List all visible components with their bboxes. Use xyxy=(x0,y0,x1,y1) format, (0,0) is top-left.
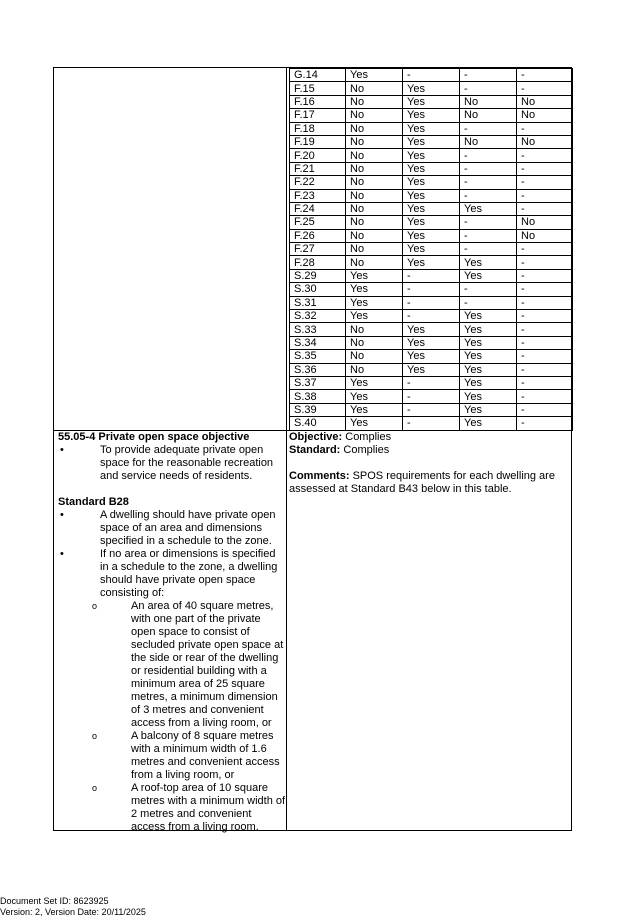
matrix-row xyxy=(290,135,573,148)
compliance-cell: Yes xyxy=(460,269,517,282)
compliance-cell: Yes xyxy=(346,69,403,82)
compliance-cell: Yes xyxy=(403,216,460,229)
matrix-row xyxy=(290,176,573,189)
standard-value: Complies xyxy=(340,444,390,456)
matrix-row xyxy=(290,323,573,336)
dwelling-id-cell: F.26 xyxy=(290,229,346,242)
compliance-cell: Yes xyxy=(460,323,517,336)
sub-bullet-1-text: An area of 40 square metres, with one part of the private open space to consist of secluded private open space at the side or rear of the dwelling or residential building with a minimum area of 25 square metres, a minimum dimension of 3 metres and convenient access from a living room, or xyxy=(131,600,284,729)
standard-bullet-2-text: If no area or dimensions is specified in a schedule to the zone, a dwelling should have private open space consisting of: xyxy=(100,548,278,599)
compliance-cell: - xyxy=(403,376,460,389)
compliance-cell: Yes xyxy=(403,162,460,175)
compliance-cell: Yes xyxy=(403,256,460,269)
compliance-cell: - xyxy=(460,216,517,229)
dwelling-id-cell: F.20 xyxy=(290,149,346,162)
compliance-cell: - xyxy=(403,269,460,282)
matrix-row xyxy=(290,256,573,269)
dwelling-id-cell: S.40 xyxy=(290,417,346,430)
dwelling-id-cell: S.35 xyxy=(290,350,346,363)
compliance-cell: - xyxy=(460,149,517,162)
compliance-cell: Yes xyxy=(346,283,403,296)
objective-value: Complies xyxy=(342,431,392,443)
compliance-cell: No xyxy=(517,229,573,242)
compliance-cell: Yes xyxy=(403,176,460,189)
compliance-cell: Yes xyxy=(403,243,460,256)
objective-bullet-text: To provide adequate private open space for the reasonable recreation and service needs of residents. xyxy=(100,444,274,482)
document-set-id: Document Set ID: 8623925 xyxy=(0,896,109,906)
dwelling-id-cell: F.17 xyxy=(290,109,346,122)
matrix-row xyxy=(290,269,573,282)
compliance-cell: - xyxy=(517,243,573,256)
matrix-body xyxy=(290,69,573,431)
compliance-cell: - xyxy=(517,417,573,430)
matrix-row xyxy=(290,69,573,82)
compliance-cell: - xyxy=(517,350,573,363)
compliance-cell: No xyxy=(346,82,403,95)
dwelling-id-cell: S.29 xyxy=(290,269,346,282)
circle-bullet-icon: o xyxy=(92,783,98,793)
dwelling-id-cell: F.25 xyxy=(290,216,346,229)
column-divider xyxy=(286,67,287,831)
dwelling-id-cell: F.27 xyxy=(290,243,346,256)
compliance-cell: No xyxy=(346,323,403,336)
compliance-cell: Yes xyxy=(346,390,403,403)
matrix-row xyxy=(290,149,573,162)
dwelling-id-cell: S.32 xyxy=(290,310,346,323)
matrix-row xyxy=(290,243,573,256)
compliance-cell: Yes xyxy=(403,109,460,122)
compliance-cell: No xyxy=(346,149,403,162)
compliance-cell: - xyxy=(460,176,517,189)
dwelling-id-cell: F.18 xyxy=(290,122,346,135)
compliance-cell: - xyxy=(403,390,460,403)
compliance-cell: - xyxy=(403,283,460,296)
compliance-cell: Yes xyxy=(460,390,517,403)
compliance-cell: No xyxy=(460,95,517,108)
compliance-cell: Yes xyxy=(403,189,460,202)
sub-bullet-3-text: A roof-top area of 10 square metres with a minimum width of 2 metres and convenient access from a living room. xyxy=(131,782,286,833)
dwelling-id-cell: S.39 xyxy=(290,403,346,416)
compliance-cell: Yes xyxy=(346,417,403,430)
compliance-cell: Yes xyxy=(403,350,460,363)
compliance-cell: Yes xyxy=(403,122,460,135)
compliance-cell: - xyxy=(403,417,460,430)
sub-bullet-1 xyxy=(58,600,286,730)
comments-value: SPOS requirements for each dwelling are assessed at Standard B43 below in this table. xyxy=(289,470,555,495)
dwelling-id-cell: F.22 xyxy=(290,176,346,189)
sub-bullet-2-text: A balcony of 8 square metres with a minimum width of 1.6 metres and convenient access from a living room, or xyxy=(131,730,280,781)
compliance-cell: Yes xyxy=(403,135,460,148)
compliance-cell: No xyxy=(346,216,403,229)
compliance-cell: - xyxy=(517,363,573,376)
matrix-row xyxy=(290,229,573,242)
compliance-cell: - xyxy=(517,256,573,269)
matrix-row xyxy=(290,95,573,108)
comments-label: Comments: xyxy=(289,470,350,482)
dwelling-compliance-matrix xyxy=(289,68,573,431)
matrix-row xyxy=(290,310,573,323)
compliance-cell: - xyxy=(517,162,573,175)
compliance-cell: - xyxy=(517,390,573,403)
circle-bullet-icon: o xyxy=(92,601,98,611)
compliance-cell: - xyxy=(403,69,460,82)
bullet-icon: • xyxy=(60,509,64,521)
compliance-cell: - xyxy=(517,269,573,282)
compliance-cell: No xyxy=(346,336,403,349)
compliance-cell: - xyxy=(517,323,573,336)
compliance-cell: - xyxy=(517,336,573,349)
compliance-cell: No xyxy=(460,135,517,148)
compliance-cell: No xyxy=(517,216,573,229)
compliance-cell: No xyxy=(346,256,403,269)
compliance-cell: No xyxy=(346,176,403,189)
matrix-row xyxy=(290,376,573,389)
dwelling-id-cell: F.28 xyxy=(290,256,346,269)
compliance-cell: Yes xyxy=(403,82,460,95)
compliance-cell: - xyxy=(460,283,517,296)
document-footer xyxy=(0,896,146,918)
dwelling-id-cell: F.24 xyxy=(290,202,346,215)
compliance-cell: No xyxy=(346,189,403,202)
dwelling-id-cell: S.33 xyxy=(290,323,346,336)
dwelling-id-cell: S.36 xyxy=(290,363,346,376)
compliance-cell: Yes xyxy=(403,229,460,242)
compliance-cell: Yes xyxy=(460,363,517,376)
compliance-cell: Yes xyxy=(403,149,460,162)
compliance-cell: - xyxy=(460,229,517,242)
compliance-cell: - xyxy=(517,283,573,296)
dwelling-id-cell: S.38 xyxy=(290,390,346,403)
standard-bullet-1 xyxy=(58,509,286,548)
compliance-cell: No xyxy=(346,109,403,122)
objective-label: Objective: xyxy=(289,431,343,443)
matrix-row xyxy=(290,109,573,122)
compliance-cell: - xyxy=(517,202,573,215)
matrix-row xyxy=(290,350,573,363)
compliance-cell: Yes xyxy=(460,376,517,389)
compliance-cell: - xyxy=(517,296,573,309)
compliance-cell: Yes xyxy=(460,202,517,215)
compliance-cell: - xyxy=(517,149,573,162)
matrix-row xyxy=(290,283,573,296)
compliance-cell: No xyxy=(346,135,403,148)
compliance-cell: - xyxy=(403,310,460,323)
compliance-cell: No xyxy=(517,135,573,148)
compliance-cell: No xyxy=(460,109,517,122)
matrix-row xyxy=(290,363,573,376)
compliance-cell: No xyxy=(517,109,573,122)
compliance-cell: - xyxy=(460,82,517,95)
compliance-cell: - xyxy=(460,243,517,256)
dwelling-id-cell: S.30 xyxy=(290,283,346,296)
compliance-cell: - xyxy=(403,403,460,416)
compliance-cell: No xyxy=(346,229,403,242)
dwelling-id-cell: F.21 xyxy=(290,162,346,175)
compliance-cell: Yes xyxy=(460,310,517,323)
compliance-cell: - xyxy=(460,189,517,202)
compliance-cell: Yes xyxy=(346,376,403,389)
compliance-cell: No xyxy=(346,95,403,108)
standard-label: Standard: xyxy=(289,444,341,456)
compliance-cell: No xyxy=(346,363,403,376)
compliance-cell: Yes xyxy=(346,403,403,416)
matrix-row xyxy=(290,189,573,202)
dwelling-id-cell: F.16 xyxy=(290,95,346,108)
sub-bullet-2 xyxy=(58,730,286,782)
compliance-cell: - xyxy=(460,162,517,175)
matrix-row xyxy=(290,82,573,95)
dwelling-id-cell: F.19 xyxy=(290,135,346,148)
matrix-row xyxy=(290,417,573,430)
version-line: Version: 2, Version Date: 20/11/2025 xyxy=(0,907,146,917)
sub-bullet-3 xyxy=(58,782,286,834)
compliance-cell: - xyxy=(460,296,517,309)
dwelling-id-cell: S.37 xyxy=(290,376,346,389)
compliance-cell: - xyxy=(517,310,573,323)
compliance-cell: Yes xyxy=(460,417,517,430)
compliance-cell: - xyxy=(517,176,573,189)
dwelling-id-cell: F.15 xyxy=(290,82,346,95)
dwelling-id-cell: S.34 xyxy=(290,336,346,349)
compliance-cell: - xyxy=(517,376,573,389)
compliance-cell: - xyxy=(517,122,573,135)
matrix-row xyxy=(290,202,573,215)
assessment-response xyxy=(289,431,569,496)
standard-line xyxy=(289,444,569,457)
compliance-cell: Yes xyxy=(403,202,460,215)
standard-description xyxy=(58,431,286,834)
dwelling-id-cell: S.31 xyxy=(290,296,346,309)
compliance-cell: Yes xyxy=(403,95,460,108)
compliance-cell: No xyxy=(346,350,403,363)
matrix-row xyxy=(290,162,573,175)
standard-heading: Standard B28 xyxy=(58,496,129,508)
compliance-cell: No xyxy=(517,95,573,108)
standard-bullet-1-text: A dwelling should have private open space of an area and dimensions specified in a schedule to the zone. xyxy=(100,509,276,547)
matrix-row xyxy=(290,216,573,229)
bullet-icon: • xyxy=(60,444,64,456)
compliance-cell: Yes xyxy=(460,256,517,269)
matrix-row xyxy=(290,403,573,416)
compliance-cell: - xyxy=(517,189,573,202)
compliance-cell: - xyxy=(517,69,573,82)
matrix-row xyxy=(290,336,573,349)
compliance-cell: No xyxy=(346,243,403,256)
compliance-cell: Yes xyxy=(403,323,460,336)
compliance-cell: Yes xyxy=(460,336,517,349)
compliance-cell: No xyxy=(346,202,403,215)
compliance-cell: No xyxy=(346,162,403,175)
compliance-cell: Yes xyxy=(403,336,460,349)
matrix-row xyxy=(290,122,573,135)
compliance-cell: - xyxy=(517,403,573,416)
compliance-cell: - xyxy=(460,69,517,82)
compliance-cell: - xyxy=(517,82,573,95)
compliance-cell: Yes xyxy=(346,269,403,282)
matrix-row xyxy=(290,296,573,309)
bullet-icon: • xyxy=(60,548,64,560)
compliance-cell: Yes xyxy=(403,363,460,376)
compliance-cell: No xyxy=(346,122,403,135)
circle-bullet-icon: o xyxy=(92,731,98,741)
standard-bullet-2 xyxy=(58,548,286,600)
compliance-cell: - xyxy=(460,122,517,135)
compliance-cell: Yes xyxy=(346,310,403,323)
objective-line xyxy=(289,431,569,444)
objective-heading: 55.05-4 Private open space objective xyxy=(58,431,250,443)
comments-line xyxy=(289,470,569,496)
compliance-cell: Yes xyxy=(460,350,517,363)
compliance-cell: - xyxy=(403,296,460,309)
matrix-row xyxy=(290,390,573,403)
compliance-cell: Yes xyxy=(460,403,517,416)
compliance-cell: Yes xyxy=(346,296,403,309)
dwelling-id-cell: G.14 xyxy=(290,69,346,82)
dwelling-id-cell: F.23 xyxy=(290,189,346,202)
objective-bullet-item xyxy=(58,444,286,483)
